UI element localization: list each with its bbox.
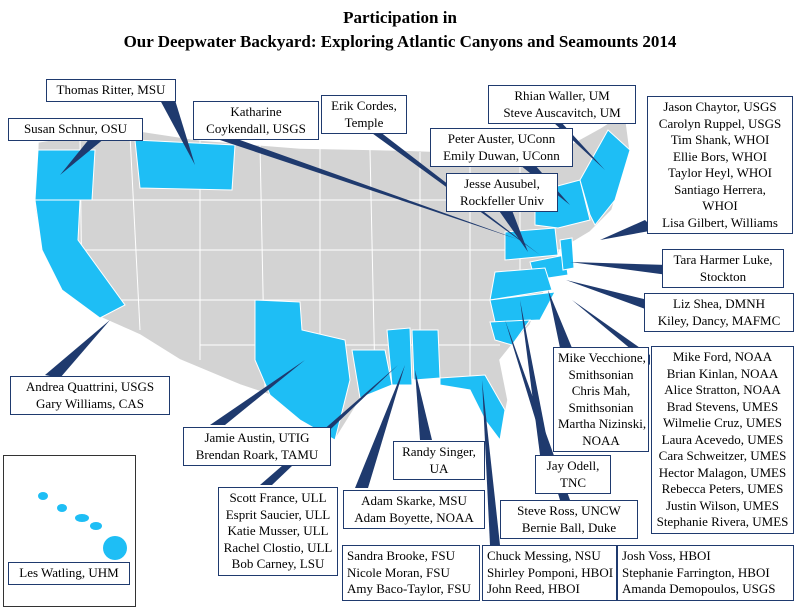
label-france: Scott France, ULL Esprit Saucier, ULL Katie Musser, ULL Rachel Clostio, ULL Bob Carney, LSU	[218, 487, 338, 576]
map-title-line1: Participation in	[343, 8, 457, 27]
label-ford: Mike Ford, NOAA Brian Kinlan, NOAA Alice Stratton, NOAA Brad Stevens, UMES Wilmelie Cruz, UMES Laura Acevedo, UMES Cara Schweitzer, UMES Hector Malagon, UMES Rebecca Peters, UMES Justin Wilson, UMES Stephanie Rivera, UMES	[651, 346, 794, 534]
new-jersey-state	[560, 238, 574, 270]
label-brooke: Sandra Brooke, FSU Nicole Moran, FSU Amy Baco-Taylor, FSU	[342, 545, 480, 601]
mississippi-state	[387, 328, 412, 385]
label-vecchione: Mike Vecchione, Smithsonian Chris Mah, Smithsonian Martha Nizinski, NOAA	[553, 347, 649, 452]
label-messing: Chuck Messing, NSU Shirley Pomponi, HBOI John Reed, HBOI	[482, 545, 617, 601]
label-ausubel: Jesse Ausubel, Rockfeller Univ	[446, 173, 558, 212]
label-waller: Rhian Waller, UM Steve Auscavitch, UM	[488, 85, 636, 124]
label-shea: Liz Shea, DMNH Kiley, Dancy, MAFMC	[644, 293, 794, 332]
label-quattrini: Andrea Quattrini, USGS Gary Williams, CAS	[10, 376, 170, 415]
label-singer: Randy Singer, UA	[393, 441, 485, 480]
label-coykendall: Katharine Coykendall, USGS	[193, 101, 319, 140]
label-ross: Steve Ross, UNCW Bernie Ball, Duke	[500, 500, 638, 539]
alabama-state	[412, 330, 440, 380]
label-chaytor: Jason Chaytor, USGS Carolyn Ruppel, USGS Tim Shank, WHOI Ellie Bors, WHOI Taylor Heyl, WHOI Santiago Herrera, WHOI Lisa Gilbert, Williams	[647, 96, 793, 234]
pennsylvania-state	[505, 228, 558, 260]
label-schnur: Susan Schnur, OSU	[8, 118, 143, 141]
label-skarke: Adam Skarke, MSU Adam Boyette, NOAA	[343, 490, 485, 529]
label-odell: Jay Odell, TNC	[535, 455, 611, 494]
label-cordes: Erik Cordes, Temple	[321, 95, 407, 134]
label-luke: Tara Harmer Luke, Stockton	[662, 249, 784, 288]
montana-state	[135, 140, 235, 190]
label-ritter: Thomas Ritter, MSU	[46, 79, 176, 102]
label-watling: Les Watling, UHM	[8, 562, 130, 585]
label-voss: Josh Voss, HBOI Stephanie Farrington, HBOI Amanda Demopoulos, USGS	[617, 545, 794, 601]
oregon-state	[35, 150, 95, 200]
map-title-line2: Our Deepwater Backyard: Exploring Atlantic Canyons and Seamounts 2014	[123, 32, 677, 51]
label-austin: Jamie Austin, UTIG Brendan Roark, TAMU	[183, 427, 331, 466]
label-auster: Peter Auster, UConn Emily Duwan, UConn	[430, 128, 573, 167]
